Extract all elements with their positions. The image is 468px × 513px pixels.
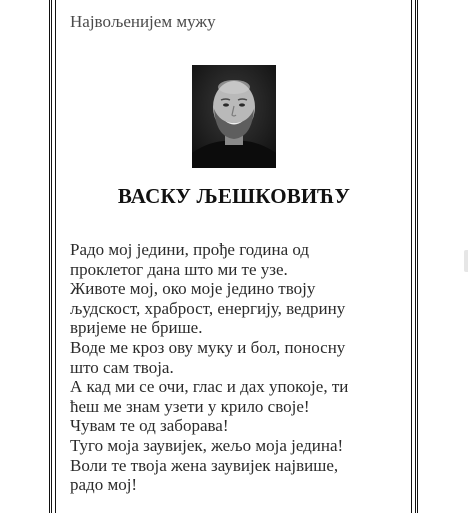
poem-line: Воли те твоја жена заувијек највише, (70, 455, 339, 475)
poem-line: Радо мој једини, прође година од (70, 240, 310, 259)
memorial-text (70, 240, 400, 495)
poem-line: људскост, храброст, енергију, ведрину (70, 298, 346, 318)
poem-line: радо мој! (70, 475, 138, 495)
poem-line: проклетог дана што ми те узе. (70, 259, 288, 279)
poem-line: Воде ме кроз ову муку и бол, поносну (70, 337, 346, 357)
poem-line: вријеме не брише. (70, 318, 203, 338)
poem-line: А кад ми се очи, глас и дах упокоје, ти (70, 377, 349, 397)
poem-line: Чувам те од заборава! (70, 416, 229, 436)
poem-line: што сам твоја. (70, 357, 174, 377)
poem-line: Животе мој, око моје једино твоју (70, 279, 316, 299)
dedication-line: Највољенијем мужу (70, 12, 216, 31)
scroll-edge-marker (464, 250, 468, 272)
poem-line: Туго моја заувијек, жељо моја једина! (70, 435, 344, 455)
portrait-photo (192, 65, 276, 168)
deceased-name: ВАСКУ ЉЕШКОВИЋУ (117, 184, 351, 208)
poem-line: ћеш ме знам узети у крило своје! (70, 396, 310, 416)
